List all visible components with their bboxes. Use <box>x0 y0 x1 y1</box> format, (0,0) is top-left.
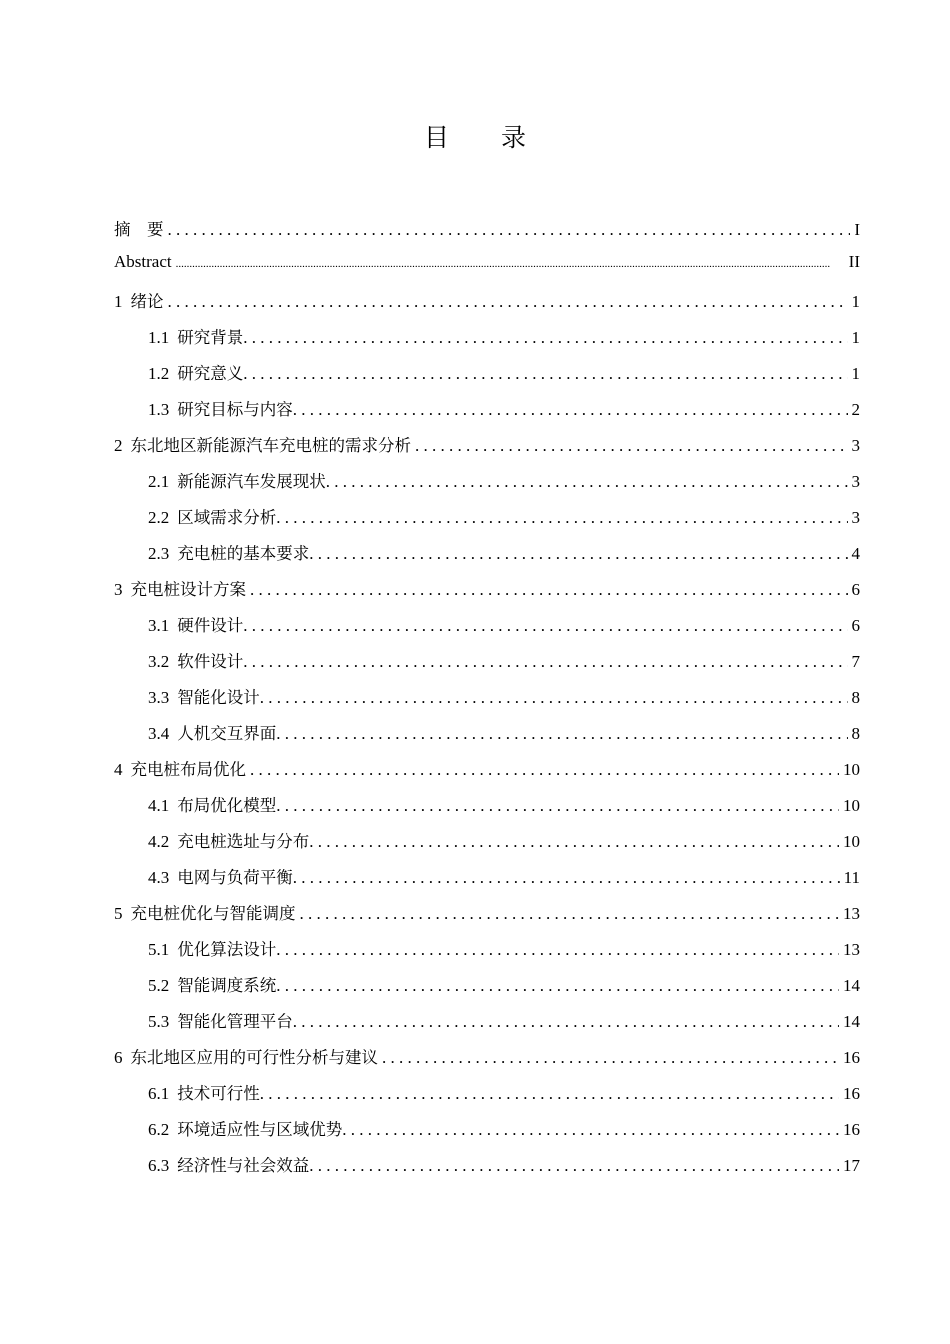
toc-entry-page: 4 <box>851 544 860 563</box>
toc-entry-number: 5.1 <box>148 940 170 959</box>
toc-entry-number: 4 <box>114 760 123 779</box>
table-of-contents <box>114 216 860 1188</box>
toc-entry-page: 8 <box>851 724 860 743</box>
dot-leader <box>326 472 848 492</box>
toc-entry-label <box>148 720 276 744</box>
toc-entry-page: 16 <box>843 1084 860 1103</box>
dot-leader <box>243 328 847 348</box>
toc-entry-page: 3 <box>851 436 860 455</box>
toc-entry-label <box>148 540 309 564</box>
toc-entry-text: 充电桩选址与分布 <box>177 832 310 851</box>
toc-entry-label <box>148 360 243 384</box>
dot-leader <box>309 1156 839 1176</box>
dot-leader <box>276 976 839 996</box>
toc-title: 目 录 <box>424 123 548 152</box>
toc-entry-text: 优化算法设计 <box>177 940 277 959</box>
toc-entry-page: 3 <box>851 472 860 491</box>
toc-entry-label <box>148 1008 293 1032</box>
toc-entry[interactable] <box>114 1008 860 1044</box>
toc-entry-number: 1.2 <box>148 364 170 383</box>
toc-entry[interactable] <box>114 396 860 432</box>
toc-entry-number: 5.2 <box>148 976 170 995</box>
toc-entry-page: 10 <box>843 760 860 779</box>
toc-entry[interactable] <box>114 216 860 252</box>
toc-entry-text: 智能调度系统 <box>177 976 277 995</box>
dot-leader <box>176 252 845 272</box>
toc-entry-text: 区域需求分析 <box>177 508 277 527</box>
toc-entry-page: 17 <box>843 1156 860 1175</box>
toc-entry[interactable] <box>114 324 860 360</box>
toc-entry-number: 4.3 <box>148 868 170 887</box>
toc-entry-text: 软件设计 <box>177 652 244 671</box>
toc-entry-text: 硬件设计 <box>177 616 244 635</box>
toc-entry[interactable] <box>114 540 860 576</box>
toc-entry-number: 6.1 <box>148 1084 170 1103</box>
dot-leader <box>300 904 840 924</box>
toc-entry-page: 7 <box>851 652 860 671</box>
toc-entry-label <box>148 1116 342 1140</box>
toc-entry[interactable] <box>114 252 860 288</box>
toc-entry-label <box>148 396 293 420</box>
toc-entry[interactable] <box>114 504 860 540</box>
toc-entry-number: 6.2 <box>148 1120 170 1139</box>
toc-entry-page: 1 <box>851 364 860 383</box>
dot-leader <box>250 760 839 780</box>
toc-entry-label <box>148 1152 309 1176</box>
toc-entry-page: 13 <box>843 940 860 959</box>
dot-leader <box>293 400 848 420</box>
toc-entry-text: 绪论 <box>130 292 164 311</box>
dot-leader <box>250 580 848 600</box>
toc-entry-text: 摘 要 <box>114 220 164 239</box>
toc-entry-label <box>148 864 293 888</box>
dot-leader <box>243 652 847 672</box>
toc-entry-text: 研究意义 <box>177 364 244 383</box>
toc-entry-number: 1.1 <box>148 328 170 347</box>
toc-entry-number: 3.1 <box>148 616 170 635</box>
toc-entry-number: 6 <box>114 1048 123 1067</box>
dot-leader <box>168 220 851 240</box>
toc-entry-text: 研究目标与内容 <box>177 400 293 419</box>
toc-entry-text: 智能化管理平台 <box>177 1012 293 1031</box>
dot-leader <box>243 364 847 384</box>
toc-entry[interactable] <box>114 828 860 864</box>
dot-leader <box>276 940 839 960</box>
dot-leader <box>276 724 847 744</box>
toc-entry-page: 16 <box>843 1120 860 1139</box>
toc-entry-page: 10 <box>843 796 860 815</box>
toc-entry-page: 6 <box>851 580 860 599</box>
dot-leader <box>243 616 847 636</box>
toc-entry-page: 11 <box>843 868 860 887</box>
toc-entry-text: 布局优化模型 <box>177 796 277 815</box>
toc-entry-page: I <box>854 220 860 239</box>
toc-entry-number: 1.3 <box>148 400 170 419</box>
toc-entry[interactable] <box>114 1152 860 1188</box>
toc-entry-page: 13 <box>843 904 860 923</box>
toc-entry-page: 14 <box>843 976 860 995</box>
toc-entry-page: 10 <box>843 832 860 851</box>
toc-entry[interactable] <box>114 756 860 792</box>
dot-leader <box>293 1012 839 1032</box>
toc-entry-number: 3.2 <box>148 652 170 671</box>
dot-leader <box>309 544 847 564</box>
toc-entry-text: 东北地区应用的可行性分析与建议 <box>130 1048 378 1067</box>
toc-entry-label <box>148 324 243 348</box>
toc-entry-number: 3.4 <box>148 724 170 743</box>
toc-entry-page: 2 <box>851 400 860 419</box>
toc-entry-text: 研究背景 <box>177 328 244 347</box>
dot-leader <box>276 796 839 816</box>
toc-entry-number: 3.3 <box>148 688 170 707</box>
toc-entry-text: 环境适应性与区域优势 <box>177 1120 343 1139</box>
toc-entry[interactable] <box>114 720 860 756</box>
toc-entry[interactable] <box>114 648 860 684</box>
toc-entry-label <box>148 684 260 708</box>
dot-leader <box>293 868 840 888</box>
dot-leader <box>415 436 848 456</box>
toc-entry[interactable] <box>114 612 860 648</box>
toc-entry-number: 2.3 <box>148 544 170 563</box>
toc-entry-page: II <box>848 252 860 271</box>
toc-entry-text: 充电桩的基本要求 <box>177 544 310 563</box>
toc-entry[interactable] <box>114 936 860 972</box>
toc-entry[interactable] <box>114 792 860 828</box>
toc-entry-number: 4.1 <box>148 796 170 815</box>
toc-entry[interactable] <box>114 1044 860 1080</box>
toc-entry[interactable] <box>114 900 860 936</box>
dot-leader <box>309 832 839 852</box>
toc-entry-label <box>148 936 276 960</box>
toc-entry-label <box>148 972 276 996</box>
toc-entry-label <box>114 1044 378 1068</box>
toc-entry-number: 1 <box>114 292 123 311</box>
toc-entry-text: 经济性与社会效益 <box>177 1156 310 1175</box>
toc-entry-number: 4.2 <box>148 832 170 851</box>
toc-entry-text: 充电桩优化与智能调度 <box>130 904 296 923</box>
toc-entry-page: 1 <box>851 328 860 347</box>
dot-leader <box>168 292 848 312</box>
toc-entry[interactable] <box>114 432 860 468</box>
toc-entry-label <box>114 576 246 600</box>
toc-entry-number: 2 <box>114 436 123 455</box>
dot-leader <box>382 1048 839 1068</box>
toc-entry[interactable] <box>114 1080 860 1116</box>
toc-entry-text: 智能化设计 <box>177 688 260 707</box>
toc-entry-number: 5.3 <box>148 1012 170 1031</box>
toc-entry-text: 技术可行性 <box>177 1084 260 1103</box>
toc-entry-number: 2.2 <box>148 508 170 527</box>
toc-entry-text: 人机交互界面 <box>177 724 277 743</box>
toc-entry-text: 电网与负荷平衡 <box>177 868 293 887</box>
toc-entry[interactable] <box>114 1116 860 1152</box>
toc-entry-label <box>148 468 326 492</box>
toc-entry-label <box>114 756 246 780</box>
dot-leader <box>260 688 848 708</box>
toc-entry-label <box>114 252 172 272</box>
toc-entry-number: 6.3 <box>148 1156 170 1175</box>
toc-entry[interactable] <box>114 576 860 612</box>
toc-entry-label <box>114 432 411 456</box>
toc-entry[interactable] <box>114 864 860 900</box>
toc-entry-text: 充电桩设计方案 <box>130 580 246 599</box>
toc-entry-label <box>114 288 164 312</box>
toc-entry-label <box>148 648 243 672</box>
toc-entry[interactable] <box>114 972 860 1008</box>
toc-entry-label <box>148 792 276 816</box>
toc-entry-label <box>148 828 309 852</box>
toc-entry[interactable] <box>114 360 860 396</box>
toc-entry-page: 1 <box>851 292 860 311</box>
toc-entry-label <box>148 1080 260 1104</box>
toc-entry-number: 2.1 <box>148 472 170 491</box>
toc-entry-page: 6 <box>851 616 860 635</box>
toc-entry-page: 3 <box>851 508 860 527</box>
toc-entry-text: Abstract <box>114 252 172 271</box>
toc-entry[interactable] <box>114 288 860 324</box>
toc-entry-number: 3 <box>114 580 123 599</box>
toc-entry-label <box>148 504 276 528</box>
toc-entry-page: 14 <box>843 1012 860 1031</box>
toc-entry-text: 充电桩布局优化 <box>130 760 246 779</box>
toc-entry-label <box>148 612 243 636</box>
toc-entry-label <box>114 216 164 240</box>
toc-entry-page: 16 <box>843 1048 860 1067</box>
dot-leader <box>342 1120 839 1140</box>
toc-entry[interactable] <box>114 468 860 504</box>
toc-entry-text: 新能源汽车发展现状 <box>177 472 326 491</box>
toc-entry-number: 5 <box>114 904 123 923</box>
toc-entry-page: 8 <box>851 688 860 707</box>
dot-leader <box>260 1084 839 1104</box>
toc-entry-text: 东北地区新能源汽车充电桩的需求分析 <box>130 436 411 455</box>
toc-entry-label <box>114 900 296 924</box>
toc-entry[interactable] <box>114 684 860 720</box>
dot-leader <box>276 508 847 528</box>
